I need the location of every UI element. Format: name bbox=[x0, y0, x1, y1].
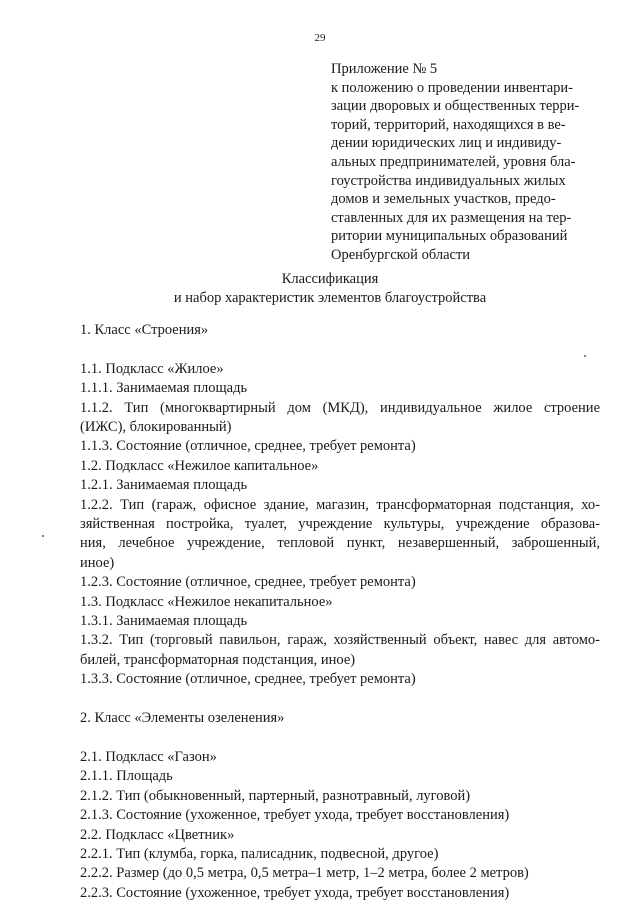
subclass-item: 2.1. Подкласс «Газон» bbox=[80, 748, 217, 765]
appendix-line: гоустройства индивидуальных жилых bbox=[331, 172, 566, 189]
appendix-line: торий, территорий, находящихся в ве- bbox=[331, 116, 566, 133]
appendix-line: к положению о проведении инвентари- bbox=[331, 79, 573, 96]
list-item: 1.2.1. Занимаемая площадь bbox=[80, 477, 248, 494]
appendix-line: ставленных для их размещения на тер- bbox=[331, 209, 572, 226]
appendix-line: альных предпринимателей, уровня бла- bbox=[331, 153, 576, 170]
list-item: 1.1.1. Занимаемая площадь bbox=[80, 380, 248, 397]
classification-list bbox=[80, 321, 600, 903]
list-item: 1.3.2. Тип (торговый павильон, гараж, хозяйственный объект, навес для автомо- bbox=[80, 632, 600, 649]
appendix-line: ритории муниципальных образований bbox=[331, 228, 568, 245]
scan-speck bbox=[584, 355, 586, 357]
list-item-continuation: (ИЖС), блокированный) bbox=[80, 419, 232, 436]
page-number: 29 bbox=[314, 32, 326, 44]
document-heading bbox=[0, 270, 640, 308]
spacer bbox=[80, 690, 600, 709]
heading-title: Классификация bbox=[281, 271, 379, 287]
subclass-item: 1.2. Подкласс «Нежилое капитальное» bbox=[80, 457, 319, 474]
list-item: 2.1.3. Состояние (ухоженное, требует ухода, требует восстановления) bbox=[80, 807, 510, 824]
appendix-line: Оренбургской области bbox=[331, 246, 471, 263]
list-item-continuation: ния, лечебное учреждение, тепловой пункт, незавершенный, заброшенный, bbox=[80, 535, 600, 552]
list-item: 1.3.1. Занимаемая площадь bbox=[80, 613, 248, 630]
list-item: 1.2.3. Состояние (отличное, среднее, требует ремонта) bbox=[80, 574, 416, 591]
heading-subtitle: и набор характеристик элементов благоустройства bbox=[173, 290, 487, 306]
list-item-continuation: зяйственная постройка, туалет, учреждение культуры, учреждение образова- bbox=[80, 516, 600, 533]
list-item-continuation: билей, трансформаторная подстанция, иное) bbox=[80, 651, 356, 668]
subclass-item: 2.2. Подкласс «Цветник» bbox=[80, 826, 235, 843]
list-item: 2.2.2. Размер (до 0,5 метра, 0,5 метра–1 метр, 1–2 метра, более 2 метров) bbox=[80, 865, 529, 882]
list-item: 2.2.3. Состояние (ухоженное, требует ухода, требует восстановления) bbox=[80, 884, 510, 901]
appendix-line: зации дворовых и общественных терри- bbox=[331, 98, 580, 115]
appendix-line: домов и земельных участков, предо- bbox=[331, 191, 556, 208]
appendix-block bbox=[331, 60, 601, 265]
spacer bbox=[80, 729, 600, 748]
list-item: 2.2.1. Тип (клумба, горка, палисадник, подвесной, другое) bbox=[80, 845, 439, 862]
list-item: 1.1.3. Состояние (отличное, среднее, требует ремонта) bbox=[80, 438, 416, 455]
scan-speck bbox=[42, 535, 44, 537]
class-heading: 2. Класс «Элементы озеленения» bbox=[80, 710, 285, 727]
class-heading: 1. Класс «Строения» bbox=[80, 322, 209, 338]
list-item: 1.1.2. Тип (многоквартирный дом (МКД), индивидуальное жилое строение bbox=[80, 399, 600, 416]
subclass-item: 1.3. Подкласс «Нежилое некапитальное» bbox=[80, 593, 333, 610]
subclass-item: 1.1. Подкласс «Жилое» bbox=[80, 360, 224, 377]
list-item: 1.2.2. Тип (гараж, офисное здание, магазин, трансформаторная подстанция, хо- bbox=[80, 496, 600, 513]
appendix-line: дении юридических лиц и индивиду- bbox=[331, 135, 562, 152]
list-item-continuation: иное) bbox=[80, 554, 115, 571]
list-item: 1.3.3. Состояние (отличное, среднее, требует ремонта) bbox=[80, 671, 416, 688]
appendix-title: Приложение № 5 bbox=[331, 61, 438, 77]
list-item: 2.1.2. Тип (обыкновенный, партерный, разнотравный, луговой) bbox=[80, 787, 471, 804]
list-item: 2.1.1. Площадь bbox=[80, 768, 173, 785]
spacer bbox=[80, 340, 600, 359]
